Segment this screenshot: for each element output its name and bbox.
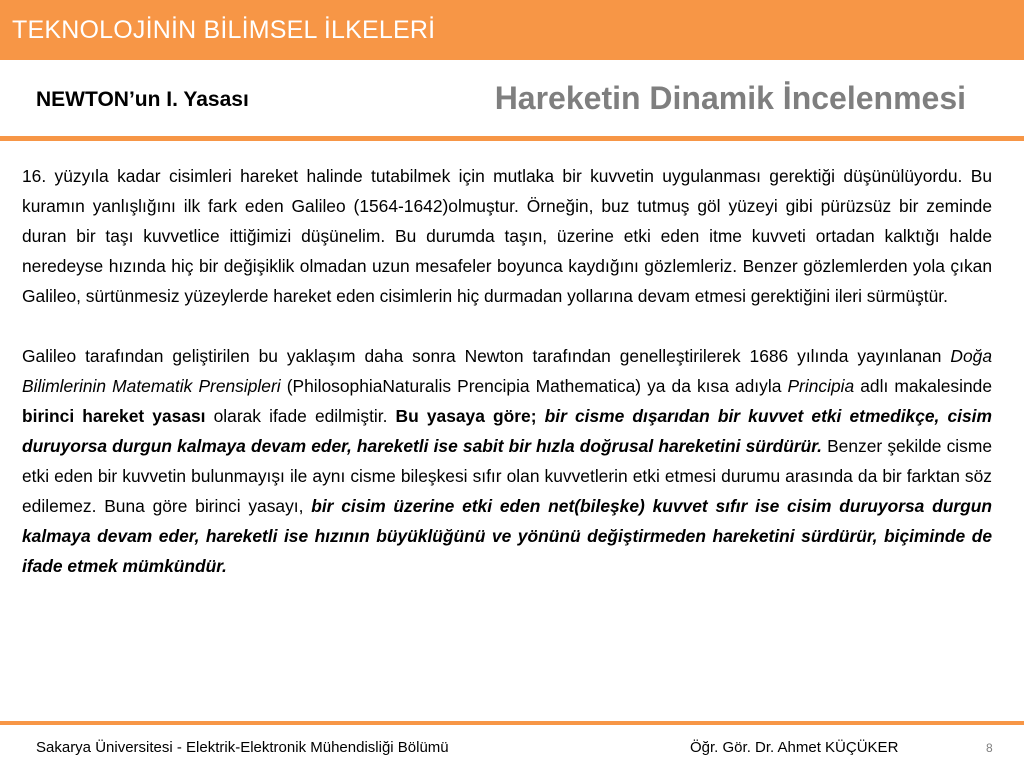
p2-text-c: (PhilosophiaNaturalis Prencipia Mathematica) ya da kısa adıyla [280,376,788,396]
p2-text-g: olarak ifade edilmiştir. [205,406,396,426]
paragraph-2 [22,341,992,581]
page-number: 8 [986,741,993,755]
p2-book-title-tr: Doğa Bilimlerinin Matematik Prensipleri [22,346,992,396]
p2-text-e: adlı makalesinde [854,376,992,396]
p2-first-law-term: birinci hareket yasası [22,406,206,426]
p2-law-statement: bir cisme dışarıdan bir kuvvet etki etmedikçe, cisim duruyorsa durgun kalmaya devam eder, hareketli ise sabit bir hızla doğrusal hareketini sürdürür. [22,406,992,456]
p2-text-j: Benzer şekilde cisme etki eden bir kuvvetin bulunmayışı ile aynı cisme bileşkesi sıfır olan kuvvetlerin etki etmesi durumu arasında da bir farktan söz edilemez. Buna göre birinci yasayı, [22,436,992,516]
p2-book-short-title: Principia [787,376,855,396]
p2-law-restatement: bir cisim üzerine etki eden net(bileşke) kuvvet sıfır ise cisim duruyorsa durgun kalmaya devam eder, hareketli ise hızının büyüklüğünü ve yönünü değiştirmeden hareketini sürdürür, biçiminde de ifade etmek mümkündür. [22,496,992,576]
paragraph-1: 16. yüzyıla kadar cisimleri hareket halinde tutabilmek için mutlaka bir kuvvetin uygulanması gerektiği düşünülüyordu. Bu kuramın yanlışlığını ilk fark eden Galileo (1564-1642)olmuştur. Örneğin, buz tutmuş göl yüzeyi gibi pürüzsüz bir zeminde duran bir taşı kuvvetlice ittiğimizi düşünelim. Bu durumda taşın, üzerine etki eden itme kuvveti ortadan kalktığı halde neredeyse hızında hiç bir değişiklik olmadan uzun mesafeler boyunca kaydığını gözlemleriz. Benzer gözlemlerden yola çıkan Galileo, sürtünmesiz yüzeylerde hareket eden cisimlerin hiç durmadan yollarına devam etmesi gerektiğini ileri sürmüştür. [22,166,992,306]
p2-law-intro: Bu yasaya göre; [395,406,537,426]
header-divider [0,136,1024,141]
top-banner [0,0,1024,60]
footer-author: Öğr. Gör. Dr. Ahmet KÜÇÜKER [690,739,899,756]
footer-divider [0,721,1024,725]
slide-body [22,161,992,581]
slide-subtitle: NEWTON’un I. Yasası [36,88,249,111]
footer-university: Sakarya Üniversitesi - Elektrik-Elektronik Mühendisliği Bölümü [36,739,449,756]
course-title: TEKNOLOJİNİN BİLİMSEL İLKELERİ [12,16,436,44]
slide-heading: Hareketin Dinamik İncelenmesi [494,80,966,116]
p2-text-a: Galileo tarafından geliştirilen bu yaklaşım daha sonra Newton tarafından genelleştirilerek 1686 yılında yayınlanan [22,346,951,366]
